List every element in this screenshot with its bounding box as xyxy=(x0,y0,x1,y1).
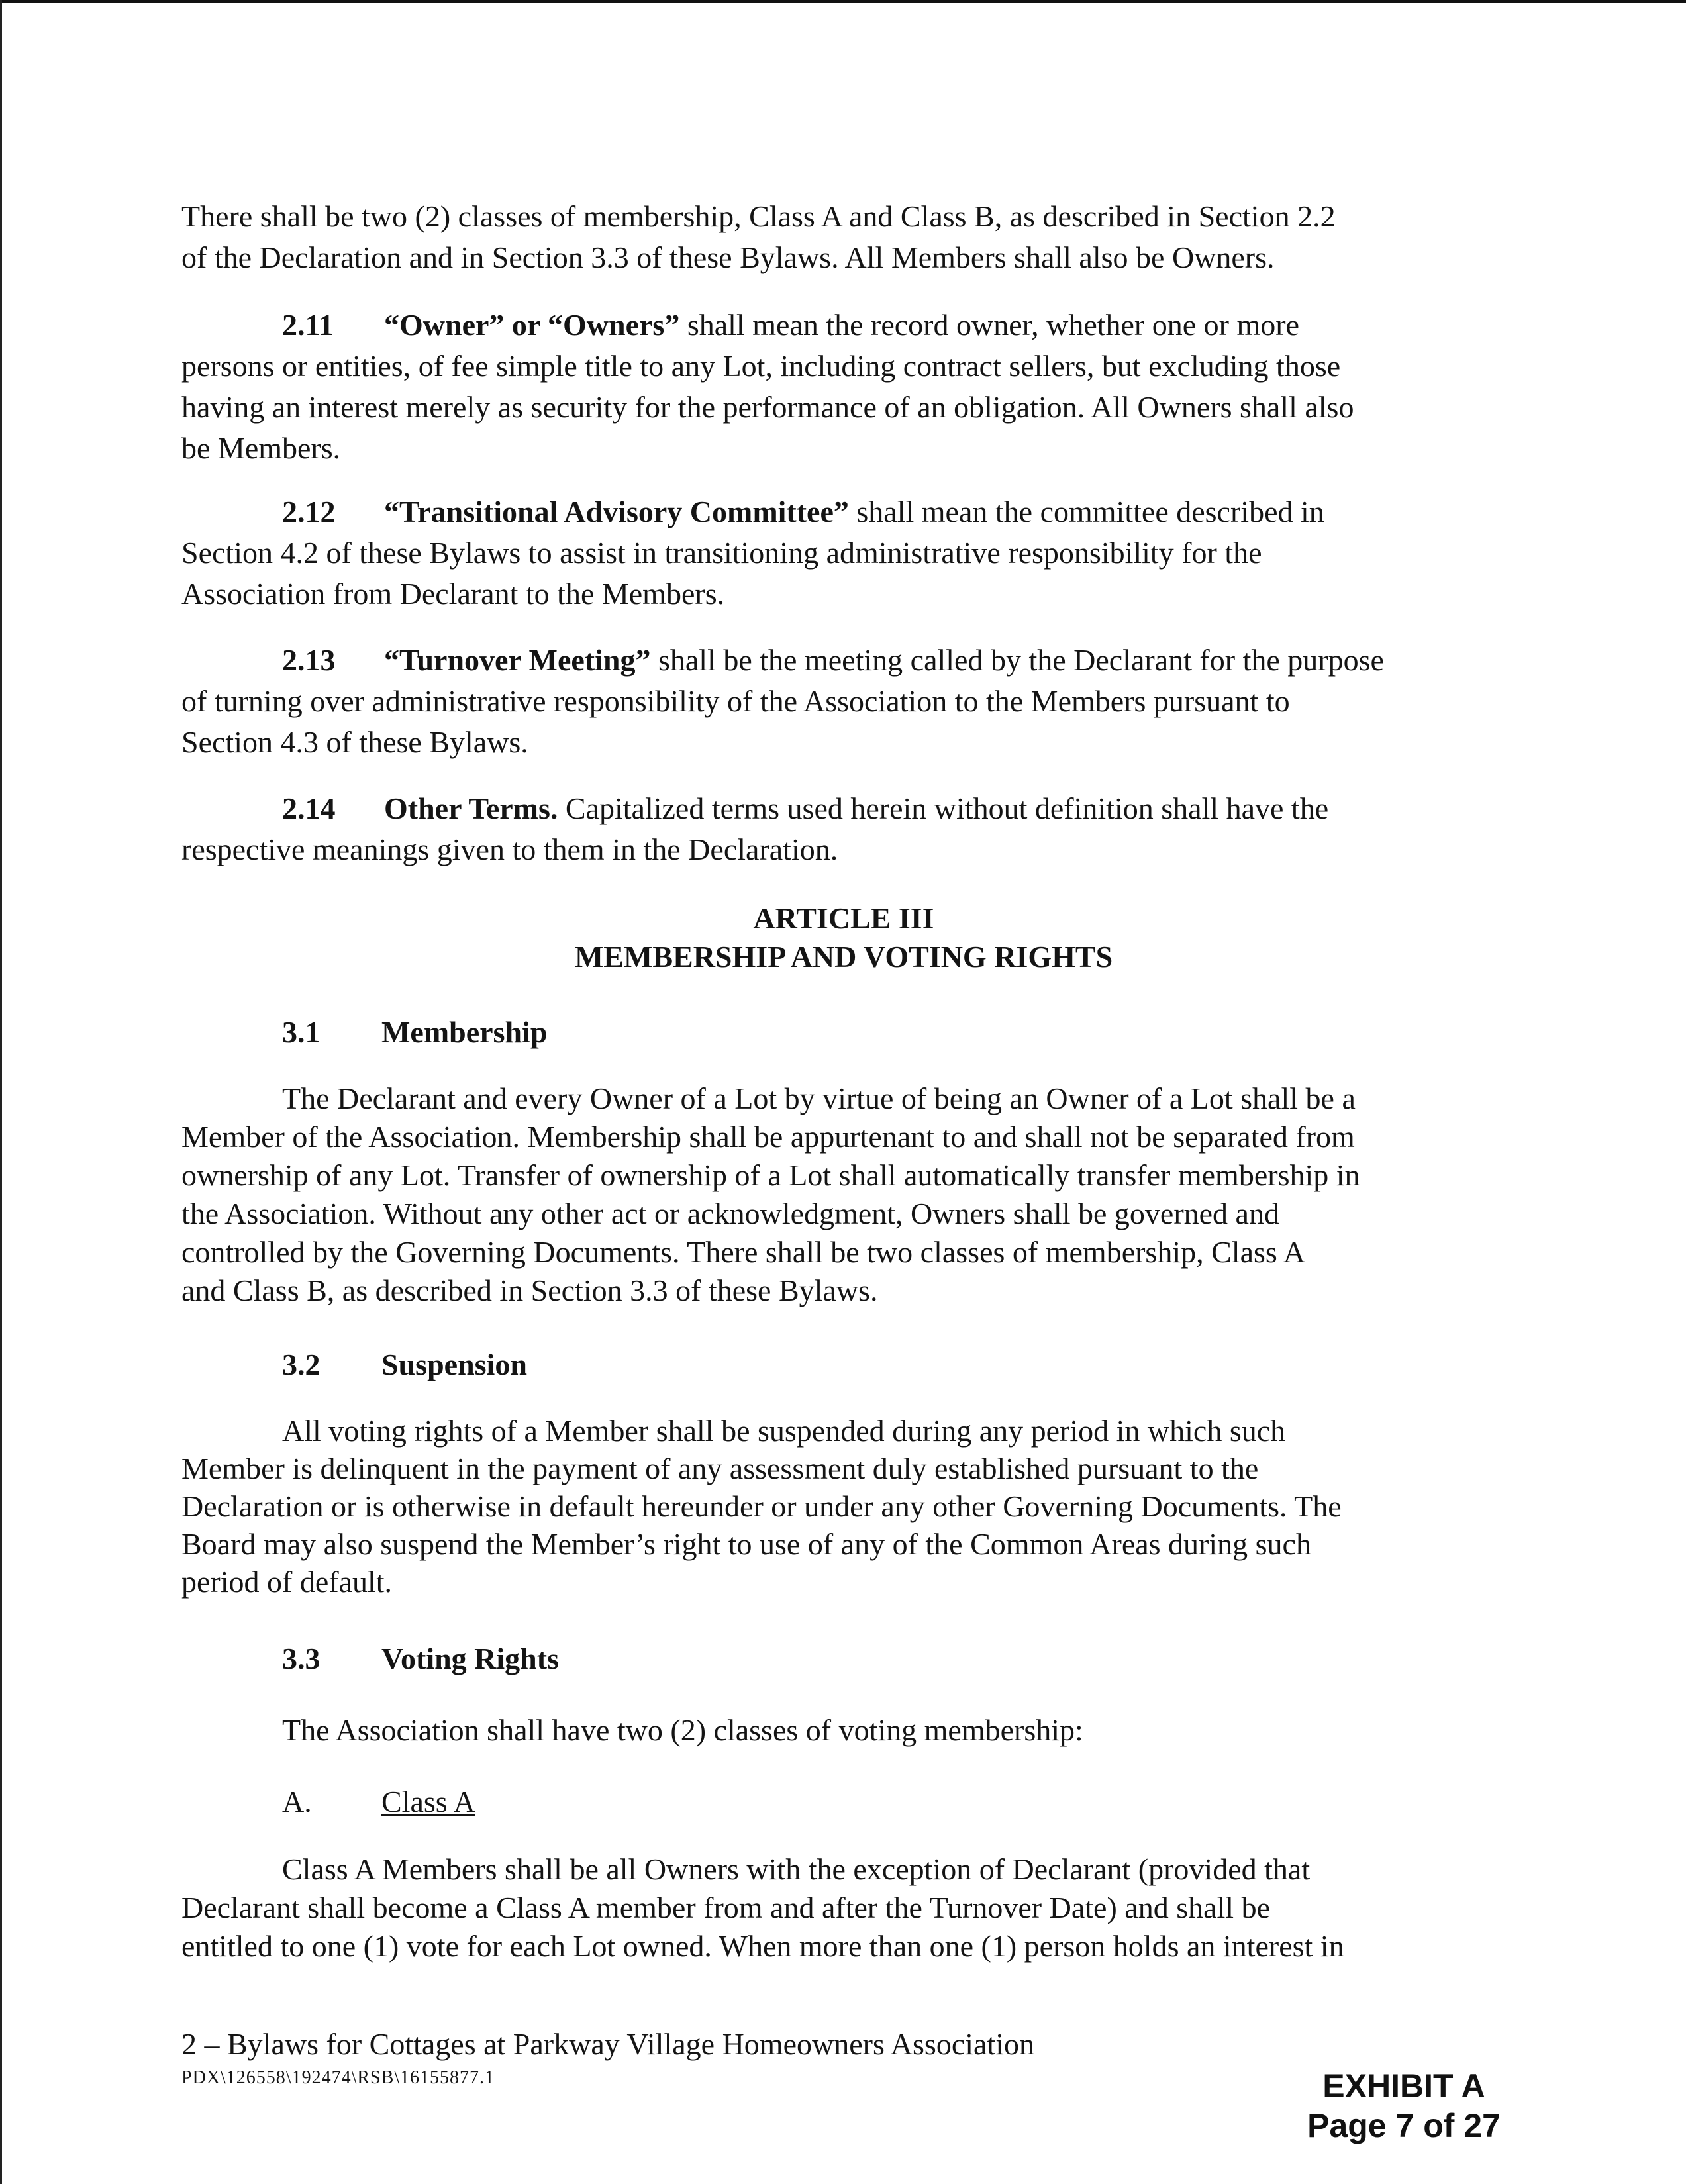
section-2-12 xyxy=(181,491,1506,615)
text-line: persons or entities, of fee simple title to any Lot, including contract sellers, but excluding those xyxy=(181,349,1341,383)
section-2-14 xyxy=(181,788,1506,870)
text-line: entitled to one (1) vote for each Lot owned. When more than one (1) person holds an interest in xyxy=(181,1929,1344,1963)
article-heading xyxy=(181,899,1506,976)
text-line: the Association. Without any other act or acknowledgment, Owners shall be governed and xyxy=(181,1197,1279,1230)
text-line: shall be the meeting called by the Declarant for the purpose xyxy=(650,643,1384,677)
text-line: respective meanings given to them in the Declaration. xyxy=(181,832,838,866)
section-number: 3.3 xyxy=(282,1642,321,1675)
text-line: Association from Declarant to the Members. xyxy=(181,577,725,611)
exhibit-stamp xyxy=(1298,2066,1510,2146)
section-number: 2.11 xyxy=(282,308,334,342)
section-3-3-body xyxy=(181,1710,1506,1751)
text-line: ownership of any Lot. Transfer of ownership of a Lot shall automatically transfer membership in xyxy=(181,1158,1360,1192)
section-3-1-body xyxy=(181,1079,1506,1310)
document-code: PDX\126558\192474\RSB\16155877.1 xyxy=(181,2067,495,2088)
article-subtitle: MEMBERSHIP AND VOTING RIGHTS xyxy=(574,940,1113,973)
defined-term: Other Terms. xyxy=(384,791,558,825)
text-line: shall mean the record owner, whether one or more xyxy=(679,308,1300,342)
exhibit-label: EXHIBIT A xyxy=(1322,2067,1485,2105)
section-heading: Suspension xyxy=(381,1348,527,1381)
section-2-11 xyxy=(181,305,1506,469)
section-number: 2.14 xyxy=(282,791,336,825)
class-a-heading xyxy=(181,1781,1506,1822)
section-3-2-heading xyxy=(181,1344,1506,1385)
footer-title: 2 – Bylaws for Cottages at Parkway Village Homeowners Association xyxy=(181,2027,1034,2061)
section-number: 3.2 xyxy=(282,1348,321,1381)
class-a-body xyxy=(181,1850,1506,1965)
section-heading: Voting Rights xyxy=(381,1642,559,1675)
section-number: 2.13 xyxy=(282,643,336,677)
section-3-2-body xyxy=(181,1412,1506,1601)
scan-top-border xyxy=(0,0,1686,3)
section-3-1-heading xyxy=(181,1012,1506,1053)
section-number: 3.1 xyxy=(282,1015,321,1049)
list-letter: A. xyxy=(282,1785,312,1818)
page-label: Page 7 of 27 xyxy=(1307,2107,1501,2144)
section-3-3-heading xyxy=(181,1638,1506,1679)
section-heading: Membership xyxy=(381,1015,548,1049)
text-line: Declaration or is otherwise in default hereunder or under any other Governing Documents. The xyxy=(181,1489,1342,1523)
text-line: of turning over administrative responsibility of the Association to the Members pursuant to xyxy=(181,684,1290,718)
text-line: be Members. xyxy=(181,431,341,465)
text-line: Section 4.3 of these Bylaws. xyxy=(181,725,528,759)
text-line: controlled by the Governing Documents. There shall be two classes of membership, Class A xyxy=(181,1235,1305,1269)
text-line: There shall be two (2) classes of membership, Class A and Class B, as described in Section 2.2 xyxy=(181,199,1336,233)
text-line: Declarant shall become a Class A member from and after the Turnover Date) and shall be xyxy=(181,1891,1270,1924)
section-2-13 xyxy=(181,640,1506,763)
text-line: The Association shall have two (2) classes of voting membership: xyxy=(282,1713,1083,1747)
text-line: Section 4.2 of these Bylaws to assist in transitioning administrative responsibility for the xyxy=(181,536,1262,570)
text-line: of the Declaration and in Section 3.3 of these Bylaws. All Members shall also be Owners. xyxy=(181,240,1275,274)
text-line: Member is delinquent in the payment of any assessment duly established pursuant to the xyxy=(181,1452,1259,1485)
defined-term: “Transitional Advisory Committee” xyxy=(384,495,849,528)
text-line: period of default. xyxy=(181,1565,393,1599)
defined-term: “Turnover Meeting” xyxy=(384,643,651,677)
text-line: Class A Members shall be all Owners with the exception of Declarant (provided that xyxy=(282,1852,1311,1886)
defined-term: “Owner” or “Owners” xyxy=(384,308,680,342)
text-line: and Class B, as described in Section 3.3 of these Bylaws. xyxy=(181,1273,878,1307)
subsection-heading: Class A xyxy=(381,1785,475,1818)
text-line: Capitalized terms used herein without definition shall have the xyxy=(558,791,1329,825)
scan-left-border xyxy=(0,0,2,2184)
text-line: having an interest merely as security for the performance of an obligation. All Owners shall also xyxy=(181,390,1354,424)
article-title: ARTICLE III xyxy=(753,901,934,935)
text-line: Board may also suspend the Member’s right to use of any of the Common Areas during such xyxy=(181,1527,1311,1561)
intro-paragraph xyxy=(181,196,1506,278)
text-line: shall mean the committee described in xyxy=(848,495,1324,528)
text-line: The Declarant and every Owner of a Lot by virtue of being an Owner of a Lot shall be a xyxy=(282,1081,1356,1115)
section-number: 2.12 xyxy=(282,495,336,528)
text-line: Member of the Association. Membership shall be appurtenant to and shall not be separated from xyxy=(181,1120,1355,1154)
text-line: All voting rights of a Member shall be suspended during any period in which such xyxy=(282,1414,1286,1448)
